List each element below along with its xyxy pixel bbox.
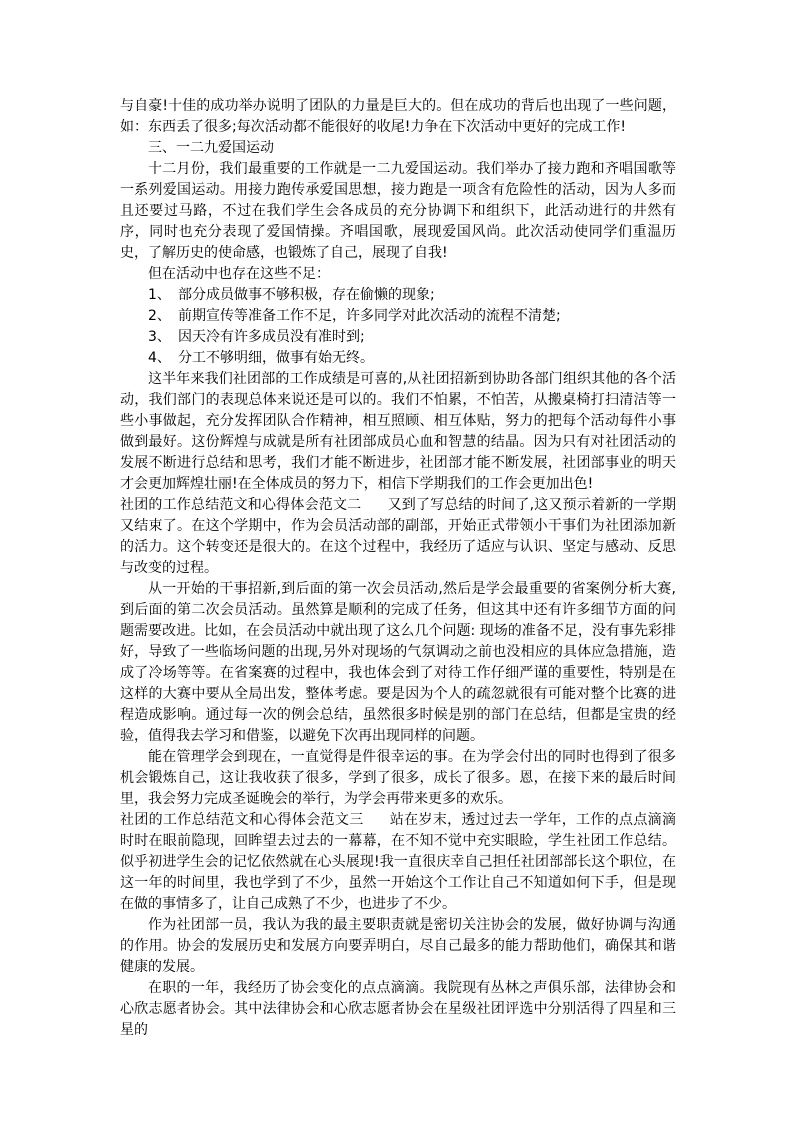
- list-item-text: 前期宣传等准备工作不足，许多同学对此次活动的流程不清楚;: [178, 308, 561, 324]
- list-item-number: 3、: [148, 329, 171, 345]
- essay-title: 社团的工作总结范文和心得体会范文三: [120, 812, 364, 828]
- paragraph: 十二月份，我们最重要的工作就是一二九爱国运动。我们举办了接力跑和齐唱国歌等一系列爱国运动。用接力跑传承爱国思想，接力跑是一项含有危险性的活动，因为人多而且还要过马路，不过在我们学生会各成员的充分协调下和组织下，此活动进行的井然有序，同时也充分表现了爱国情操。齐唱国歌，展现爱国风尚。此次活动使同学们重温历史，了解历史的使命感，也锻炼了自己，展现了自我!: [120, 161, 676, 261]
- essay-intro-text: 又到了写总结的时间了,这又预示着新的一学期又结束了。在这个学期中，作为会员活动部的副部，开始正式带领小干事们为社团添加新的活力。这个转变还是很大的。在这个过程中，我经历了适应与认识、坚定与感动、反思与改变的过程。: [120, 497, 677, 576]
- list-item-text: 部分成员做事不够积极，存在偷懒的现象;: [178, 287, 435, 303]
- essay-intro-text: 站在岁末，透过过去一学年，工作的点点滴滴时时在眼前隐现，回眸望去过去的一幕幕，在不知不觉中充实眼睑，学生社团工作总结。似乎初进学生会的记忆依然就在心头展现!我一直很庆幸自己担任社团部部长这个职位，在这一年的时间里，我也学到了不少，虽然一开始这个工作让自己不知道如何下手，但是现在做的事情多了，让自己成熟了不少，也进步了不少。: [120, 812, 677, 912]
- paragraph: 从一开始的干事招新,到后面的第一次会员活动,然后是学会最重要的省案例分析大赛,到后面的第二次会员活动。虽然算是顺利的完成了任务，但这其中还有许多细节方面的问题需要改进。比如，在会员活动中就出现了这么几个问题: 现场的准备不足，没有事先彩排好，导致了一些临场问题的出现,另外对现场的气氛调动之前也没相应的具体应急措施，造成了冷场等等。在省案赛的过程中，我也体会到了对待工作仔细严谨的重要性，特别是在这样的大赛中要从全局出发，整体考虑。要是因为个人的疏忽就很有可能对整个比赛的进程造成影响。通过每一次的例会总结，虽然很多时候是别的部门在总结，但都是宝贵的经验，值得我去学习和借鉴，以避免下次再出现同样的问题。: [120, 581, 676, 744]
- list-item: [120, 306, 676, 327]
- essay-title: 社团的工作总结范文和心得体会范文二: [120, 497, 362, 513]
- paragraph: 作为社团部一员，我认为我的最主要职责就是密切关注协会的发展，做好协调与沟通的作用。协会的发展历史和发展方向要弄明白，尽自己最多的能力帮助他们，确保其和谐健康的发展。: [120, 917, 676, 975]
- document-page: [120, 96, 676, 1041]
- essay-paragraph: [120, 810, 676, 915]
- paragraph: 这半年来我们社团部的工作成绩是可喜的,从社团招新到协助各部门组织其他的各个活动，我们部门的表现总体来说还是可以的。我们不怕累，不怕苦，从搬桌椅打扫清洁等一些小事做起，充分发挥团队合作精神，相互照顾、相互体贴，努力的把每个活动每件小事做到最好。这份辉煌与成就是所有社团部成员心血和智慧的结晶。因为只有对社团活动的发展不断进行总结和思考，我们才能不断进步，社团部才能不断发展，社团部事业的明天才会更加辉煌壮丽!在全体成员的努力下，相信下学期我们的工作会更加出色!: [120, 371, 676, 492]
- list-item: [120, 348, 676, 369]
- section-heading: 三、一二九爱国运动: [148, 140, 274, 156]
- list-item-number: 1、: [148, 287, 171, 303]
- essay-paragraph: [120, 495, 676, 579]
- list-item-text: 分工不够明细，做事有始无终。: [178, 350, 374, 366]
- list-item-text: 因天冷有许多成员没有准时到;: [178, 329, 365, 345]
- list-item-number: 4、: [148, 350, 171, 366]
- list-item: [120, 327, 676, 348]
- list-item: [120, 285, 676, 306]
- paragraph: 能在管理学会到现在，一直觉得是件很幸运的事。在为学会付出的同时也得到了很多机会锻炼自己，这让我收获了很多，学到了很多，成长了很多。恩，在接下来的最后时间里，我会努力完成圣诞晚会的举行，为学会再带来更多的欢乐。: [120, 749, 676, 807]
- paragraph: 与自豪!十佳的成功举办说明了团队的力量是巨大的。但在成功的背后也出现了一些问题，如：东西丢了很多;每次活动都不能很好的收尾!力争在下次活动中更好的完成工作!: [120, 98, 676, 135]
- paragraph: 在职的一年，我经历了协会变化的点点滴滴。我院现有丛林之声俱乐部，法律协会和心欣志愿者协会。其中法律协会和心欣志愿者协会在星级社团评选中分别活得了四星和三星的: [120, 980, 676, 1038]
- paragraph: 但在活动中也存在这些不足：: [148, 266, 330, 282]
- list-item-number: 2、: [148, 308, 171, 324]
